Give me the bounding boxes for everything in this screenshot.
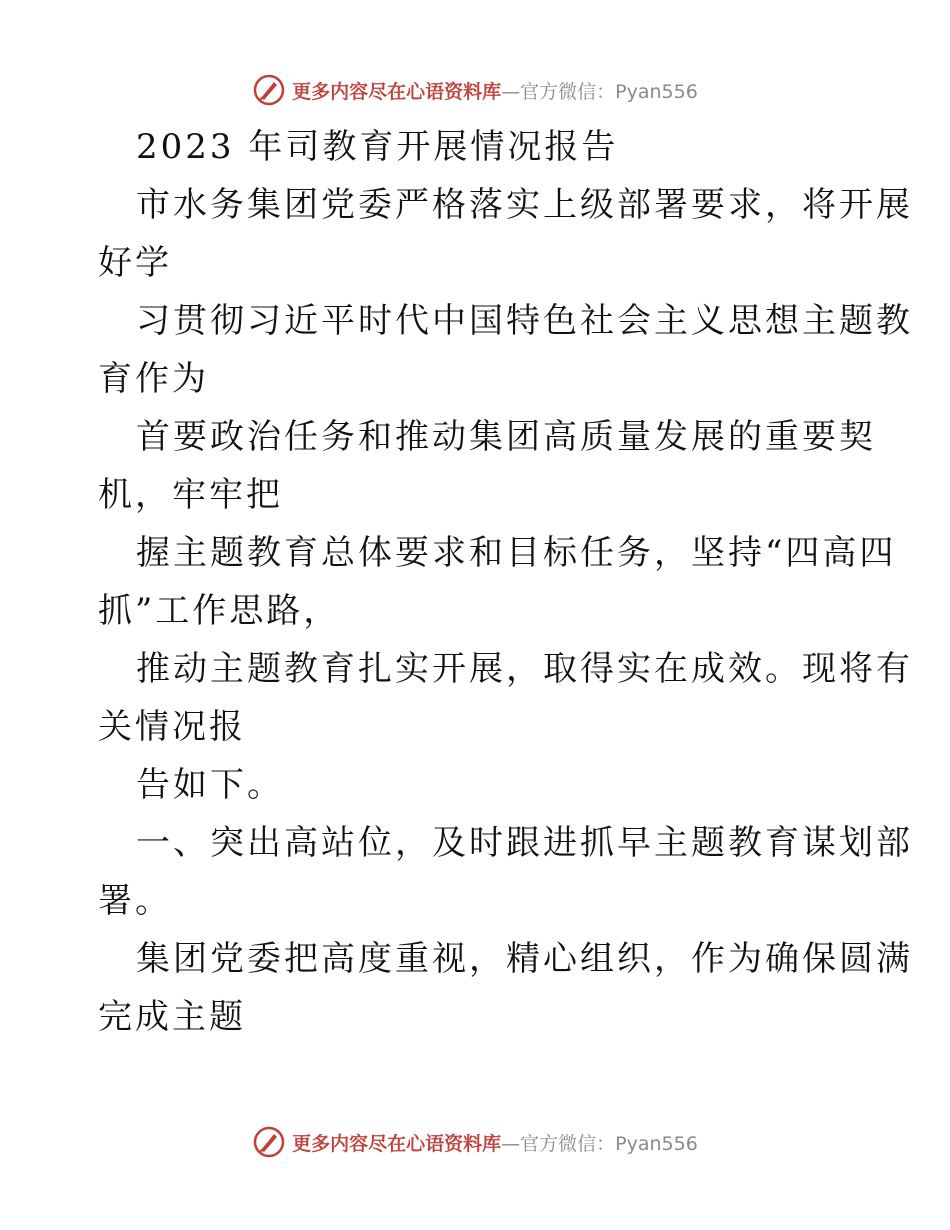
paragraph-line: 市水务集团党委严格落实上级部署要求，将开展	[136, 185, 913, 225]
paragraph-line: 习贯彻习近平时代中国特色社会主义思想主题教	[136, 301, 913, 341]
footer-promo-gray: —官方微信：Pyan556	[501, 1132, 698, 1155]
paragraph-line: 完成主题	[98, 997, 246, 1037]
paragraph-line: 告如下。	[136, 765, 284, 805]
paragraph-line: 握主题教育总体要求和目标任务，坚持“四高四	[136, 533, 897, 573]
paragraph-line: 首要政治任务和推动集团高质量发展的重要契	[136, 417, 876, 457]
footer-promo-text	[292, 1129, 698, 1156]
paragraph-line: 推动主题教育扎实开展，取得实在成效。现将有	[136, 649, 913, 689]
header-promo-gray: —官方微信：Pyan556	[501, 80, 698, 103]
header-promo-text	[292, 77, 698, 104]
document-title: 2023 年司教育开展情况报告	[136, 127, 619, 167]
quill-pen-logo-icon	[252, 73, 286, 107]
section-heading-line: 署。	[98, 881, 172, 921]
footer-banner	[0, 1122, 950, 1162]
paragraph-line: 关情况报	[98, 707, 246, 747]
quill-pen-logo-icon	[252, 1125, 286, 1159]
header-promo-red: 更多内容尽在心语资料库	[292, 80, 502, 103]
header-banner-content	[252, 73, 698, 107]
paragraph-line: 育作为	[98, 359, 209, 399]
footer-banner-content	[252, 1125, 698, 1159]
paragraph-line: 机，牢牢把	[98, 475, 283, 515]
paragraph-line: 好学	[98, 243, 172, 283]
footer-promo-red: 更多内容尽在心语资料库	[292, 1132, 502, 1155]
document-body	[98, 118, 913, 1046]
section-heading-line: 一、突出高站位，及时跟进抓早主题教育谋划部	[136, 823, 913, 863]
paragraph-line: 集团党委把高度重视，精心组织，作为确保圆满	[136, 939, 913, 979]
paragraph-line: 抓”工作思路，	[98, 591, 341, 631]
header-banner	[0, 70, 950, 110]
